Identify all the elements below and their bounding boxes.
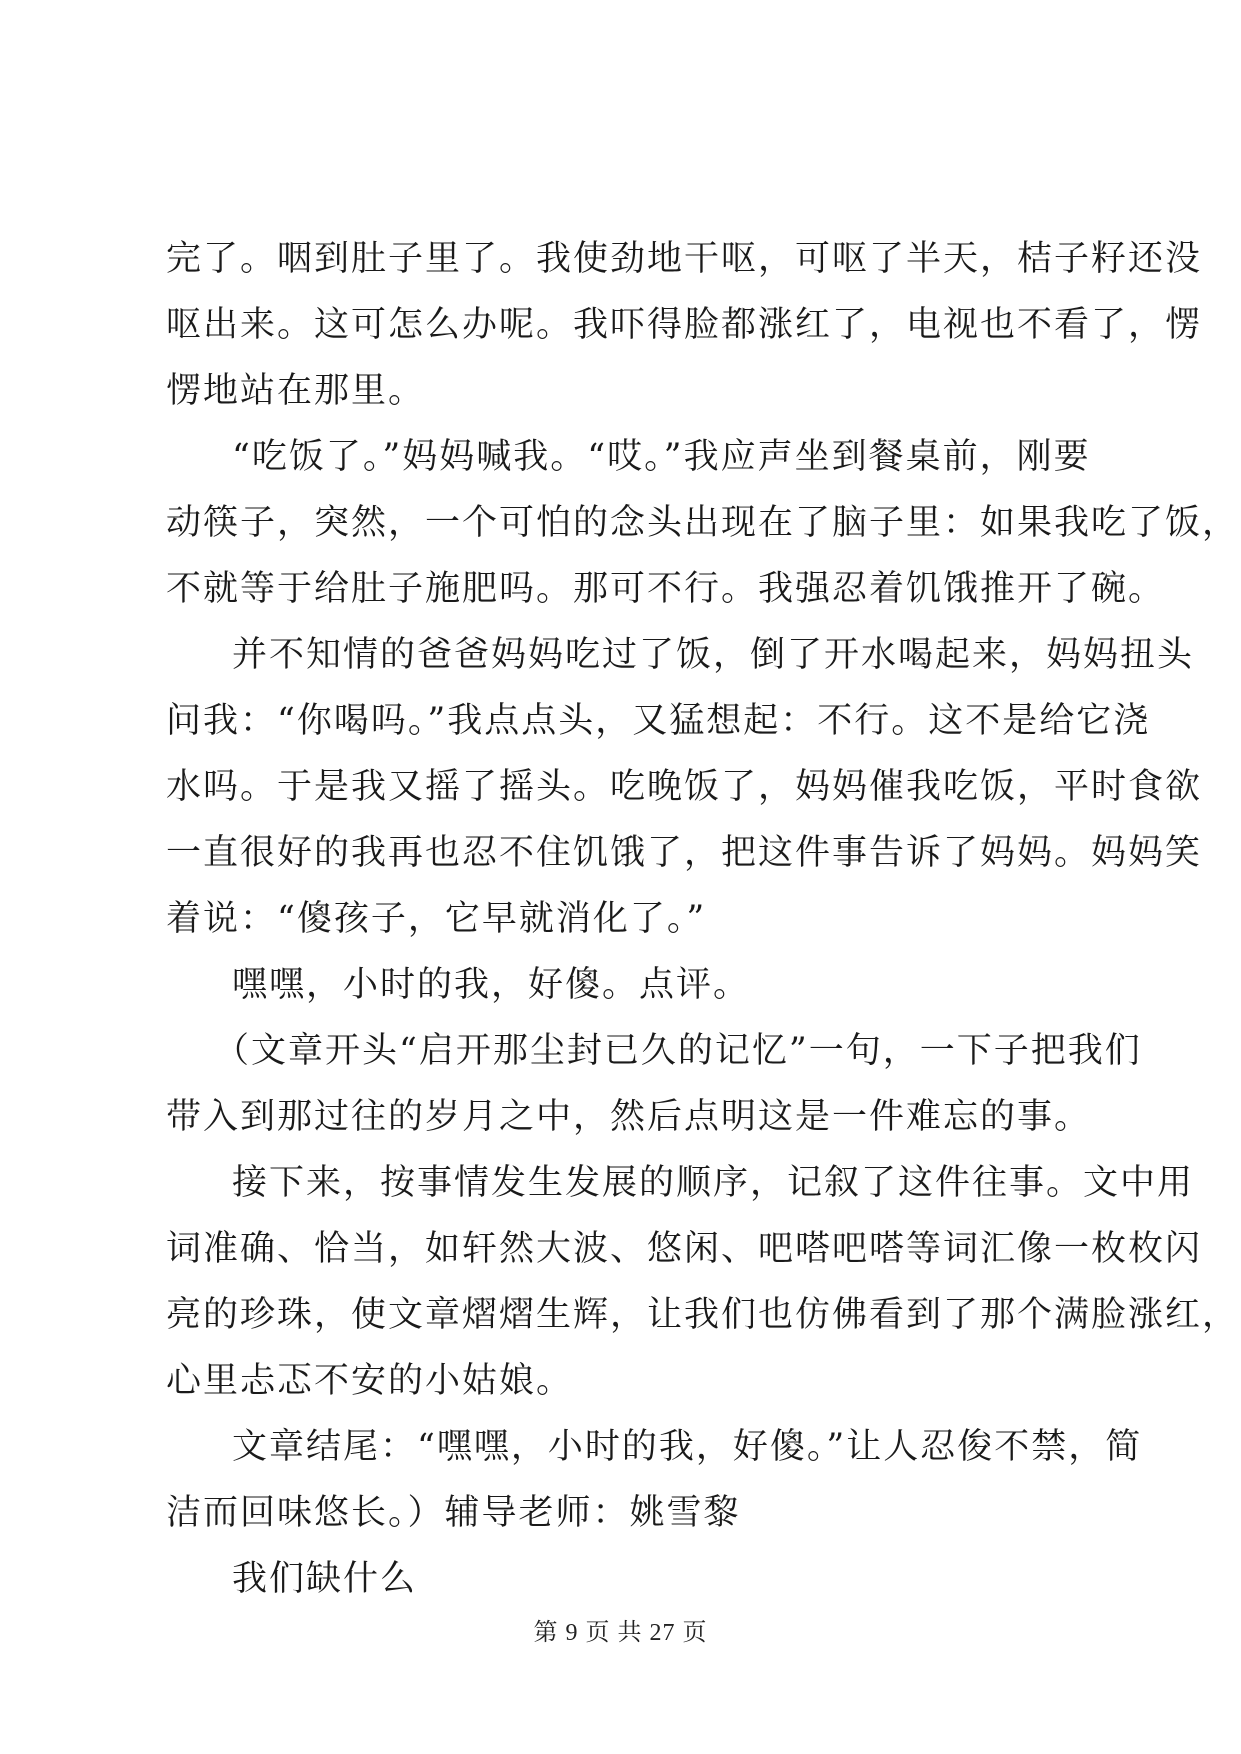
text-line: 动筷子，突然，一个可怕的念头出现在了脑子里：如果我吃了饭，: [166, 503, 1240, 543]
text-line: 亮的珍珠，使文章熠熠生辉，让我们也仿佛看到了那个满脸涨红，: [166, 1295, 1240, 1335]
text-line: 文章结尾：“嘿嘿，小时的我，好傻。”让人忍俊不禁，简: [232, 1427, 1143, 1467]
document-body: [166, 226, 1240, 1612]
text-line: 问我：“你喝吗。”我点点头，又猛想起：不行。这不是给它浇: [166, 701, 1151, 741]
text-line: 带入到那过往的岁月之中，然后点明这是一件难忘的事。: [166, 1097, 1092, 1137]
text-line: 一直很好的我再也忍不住饥饿了，把这件事告诉了妈妈。妈妈笑: [166, 833, 1203, 873]
text-line: 不就等于给肚子施肥吗。那可不行。我强忍着饥饿推开了碗。: [166, 569, 1166, 609]
text-line: 水吗。于是我又摇了摇头。吃晚饭了，妈妈催我吃饭，平时食欲: [166, 767, 1203, 807]
text-line: 愣地站在那里。: [166, 371, 426, 411]
text-line: 心里忐忑不安的小姑娘。: [166, 1361, 574, 1401]
text-line: 词准确、恰当，如轩然大波、悠闲、吧嗒吧嗒等词汇像一枚枚闪: [166, 1229, 1203, 1269]
page-number-label: 第 9 页 共 27 页: [533, 1620, 708, 1646]
text-line: 呕出来。这可怎么办呢。我吓得脸都涨红了，电视也不看了，愣: [166, 305, 1203, 345]
text-line: 着说：“傻孩子，它早就消化了。”: [166, 899, 707, 939]
text-line: 我们缺什么: [232, 1559, 418, 1599]
text-line: “吃饭了。”妈妈喊我。“哎。”我应声坐到餐桌前，刚要: [232, 437, 1091, 477]
text-line: 完了。咽到肚子里了。我使劲地干呕，可呕了半天，桔子籽还没: [166, 239, 1203, 279]
page-footer: [0, 1612, 1241, 1647]
text-line: 嘿嘿，小时的我，好傻。点评。: [232, 965, 751, 1005]
text-line: 并不知情的爸爸妈妈吃过了饭，倒了开水喝起来，妈妈扭头: [232, 635, 1195, 675]
text-line: 洁而回味悠长。）辅导老师：姚雪黎: [166, 1493, 741, 1533]
text-line: 接下来，按事情发生发展的顺序，记叙了这件往事。文中用: [232, 1163, 1195, 1203]
text-line: （文章开头“启开那尘封已久的记忆”一句，一下子把我们: [214, 1031, 1142, 1071]
